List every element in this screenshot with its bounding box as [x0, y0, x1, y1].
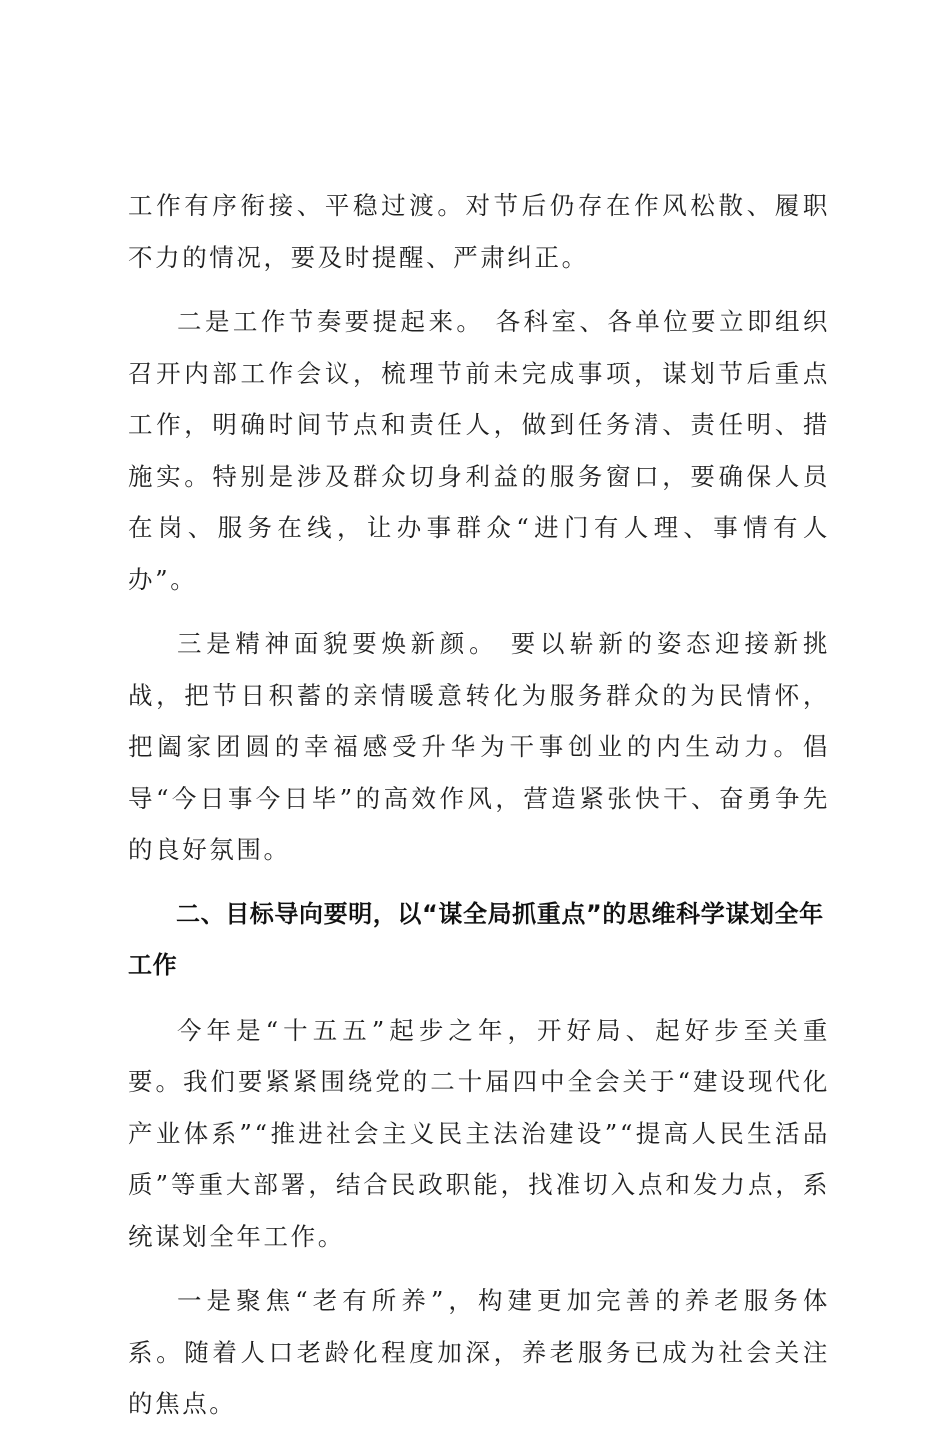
paragraph-year-plan: 今年是“十五五”起步之年，开好局、起好步至关重要。我们要紧紧围绕党的二十届四中全会关于“建设现代化产业体系”“推进社会主义民主法治建设”“提高人民生活品质”等重大部署，结合民政职能，找准切入点和发力点，系统谋划全年工作。: [128, 1015, 830, 1251]
paragraph-elderly-care: 一是聚焦“老有所养”，构建更加完善的养老服务体系。随着人口老龄化程度加深，养老服务已成为社会关注的焦点。: [128, 1286, 830, 1418]
document-body: [128, 180, 830, 1430]
paragraph-continuation: 工作有序衔接、平稳过渡。对节后仍存在作风松散、履职不力的情况，要及时提醒、严肃纠正。: [128, 191, 830, 272]
paragraph-spirit: 三是精神面貌要焕新颜。 要以崭新的姿态迎接新挑战，把节日积蓄的亲情暖意转化为服务群众的为民情怀，把阖家团圆的幸福感受升华为干事创业的内生动力。倡导“今日事今日毕”的高效作风，营造紧张快干、奋勇争先的良好氛围。: [128, 629, 830, 864]
section-heading-goal-orientation: 二、目标导向要明，以“谋全局抓重点”的思维科学谋划全年工作: [128, 899, 824, 979]
paragraph-work-rhythm: 二是工作节奏要提起来。 各科室、各单位要立即组织召开内部工作会议，梳理节前未完成事项，谋划节后重点工作，明确时间节点和责任人，做到任务清、责任明、措施实。特别是涉及群众切身利益的服务窗口，要确保人员在岗、服务在线，让办事群众“进门有人理、事情有人办”。: [128, 307, 830, 594]
